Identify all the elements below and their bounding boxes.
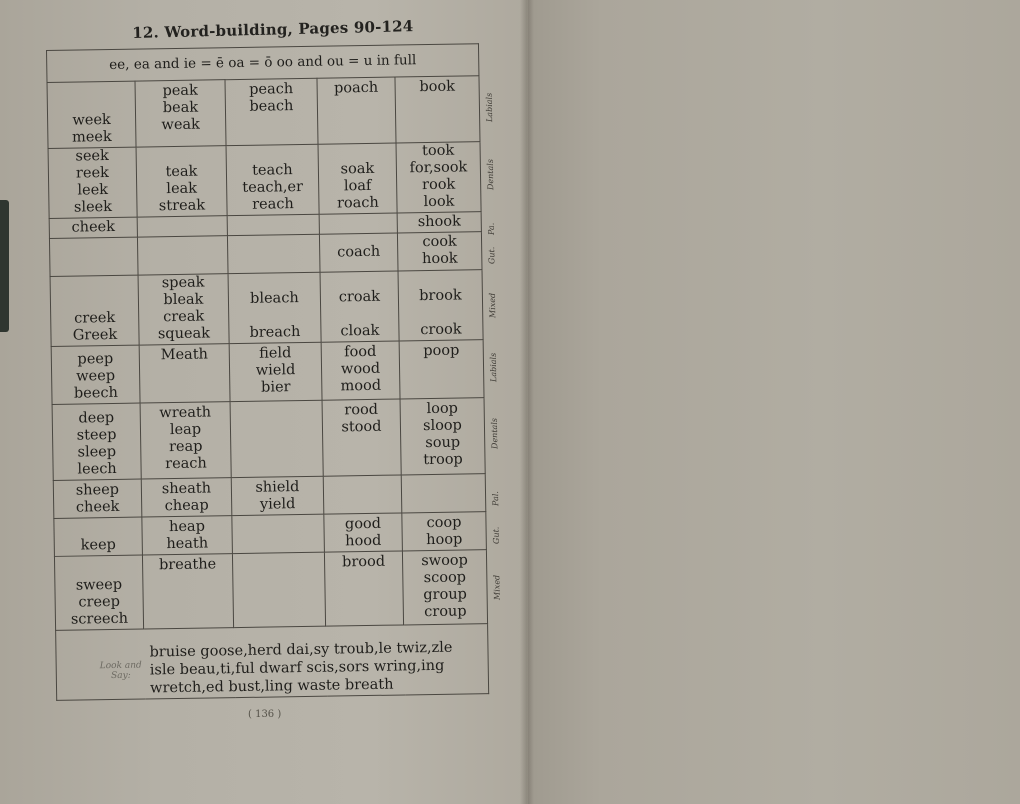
word-cell: peak beak weak [135,80,226,147]
word-cell: loop sloop soup troop [400,398,485,475]
word-cell [137,216,227,237]
side-label-text: Gut. [491,526,501,545]
side-label [490,491,506,515]
word-cell: shield yield [231,476,324,515]
word-cell: creek Greek [50,275,139,346]
word-cell [319,213,397,234]
table-row [54,550,487,631]
side-label [487,246,504,273]
table-row [52,398,485,481]
word-cell: soak loaf roach [318,143,397,214]
word-cell: deep steep sleep leech [52,403,141,480]
word-cell: cheek [49,217,137,238]
word-cell: bleach breach [228,272,321,343]
word-cell: week meek [47,81,136,148]
word-cell: good hood [324,513,403,552]
page-number: ( 136 ) [248,709,282,720]
table-row [47,76,480,149]
word-cell [137,236,228,275]
word-cell [227,234,320,273]
side-label-text: Mixed [492,574,502,601]
side-label [485,159,517,199]
side-label-text: Gut. [487,246,497,265]
table-row [50,270,483,347]
side-label-text: Dentals [489,417,500,450]
side-label-text: Pal. [490,491,501,507]
word-cell [323,475,402,514]
word-cell: brood [324,551,403,626]
side-label [492,574,518,609]
word-cell [49,237,138,276]
word-cell: coach [319,233,398,272]
word-cell: rood stood [322,399,401,476]
table-row [48,142,481,219]
right-page-blank [528,0,1020,804]
word-cell: speak bleak creak squeak [138,274,229,345]
word-cell: Meath [139,344,230,403]
word-building-table [46,43,489,701]
word-cell: heap heath [142,516,233,555]
word-cell: cook hook [397,232,482,271]
word-cell: wreath leap reap reach [140,402,231,479]
word-cell: swoop scoop group croup [402,550,487,625]
side-label [489,417,521,458]
page-title: 12. Word-building, Pages 90-124 [132,17,414,42]
look-and-say-cell [56,624,489,701]
side-label [488,352,518,391]
word-cell: sweep creep screech [54,555,143,630]
word-cell [227,214,319,235]
side-label-text: Labials [488,352,499,383]
word-cell: poop [399,340,484,399]
word-cell: sheep cheek [53,479,142,518]
word-cell: coop hoop [402,512,487,551]
look-and-say-words: bruise goose,herd dai,sy troub,le twiz,zle isle beau,ti,ful dwarf scis,sors wring,ing wretch,ed bust,ling waste breath [149,639,453,697]
vowel-key-header: ee, ea and ie = ē oa = ō oo and ou = u in full [47,44,480,83]
side-label-text: Pa. [486,222,496,236]
bookmark-tab [0,200,9,332]
word-cell: peach beach [225,78,318,145]
word-cell: croak cloak [320,271,399,342]
word-table-sheet [46,43,502,700]
word-cell [230,400,323,477]
side-label [487,292,513,327]
word-cell [232,552,325,627]
side-label [484,92,514,131]
look-and-say-row [56,624,489,701]
book-gutter [520,0,534,804]
word-cell: seek reek leek sleek [48,147,137,218]
word-cell: teak leak streak [136,146,227,217]
word-cell: poach [317,77,396,144]
word-cell: teach teach,er reach [226,144,319,215]
word-cell: took for,sook rook look [396,142,481,213]
word-cell: shook [397,212,481,233]
word-cell: peep weep beech [51,345,140,404]
word-cell: field wield bier [229,342,322,401]
word-cell: breathe [142,554,233,629]
word-cell [401,474,486,513]
table-row [51,340,484,405]
word-cell: book [395,76,480,143]
side-label-text: Labials [484,92,495,123]
word-cell [232,514,325,553]
word-cell: keep [54,517,143,556]
side-label [491,526,509,553]
word-cell: sheath cheap [141,478,232,517]
word-cell: food wood mood [321,341,400,400]
look-and-say-label: Look and Say: [99,660,142,682]
side-label [486,222,499,244]
side-label-text: Mixed [487,292,498,319]
word-cell: brook crook [398,270,483,341]
side-label-text: Dentals [485,159,496,191]
